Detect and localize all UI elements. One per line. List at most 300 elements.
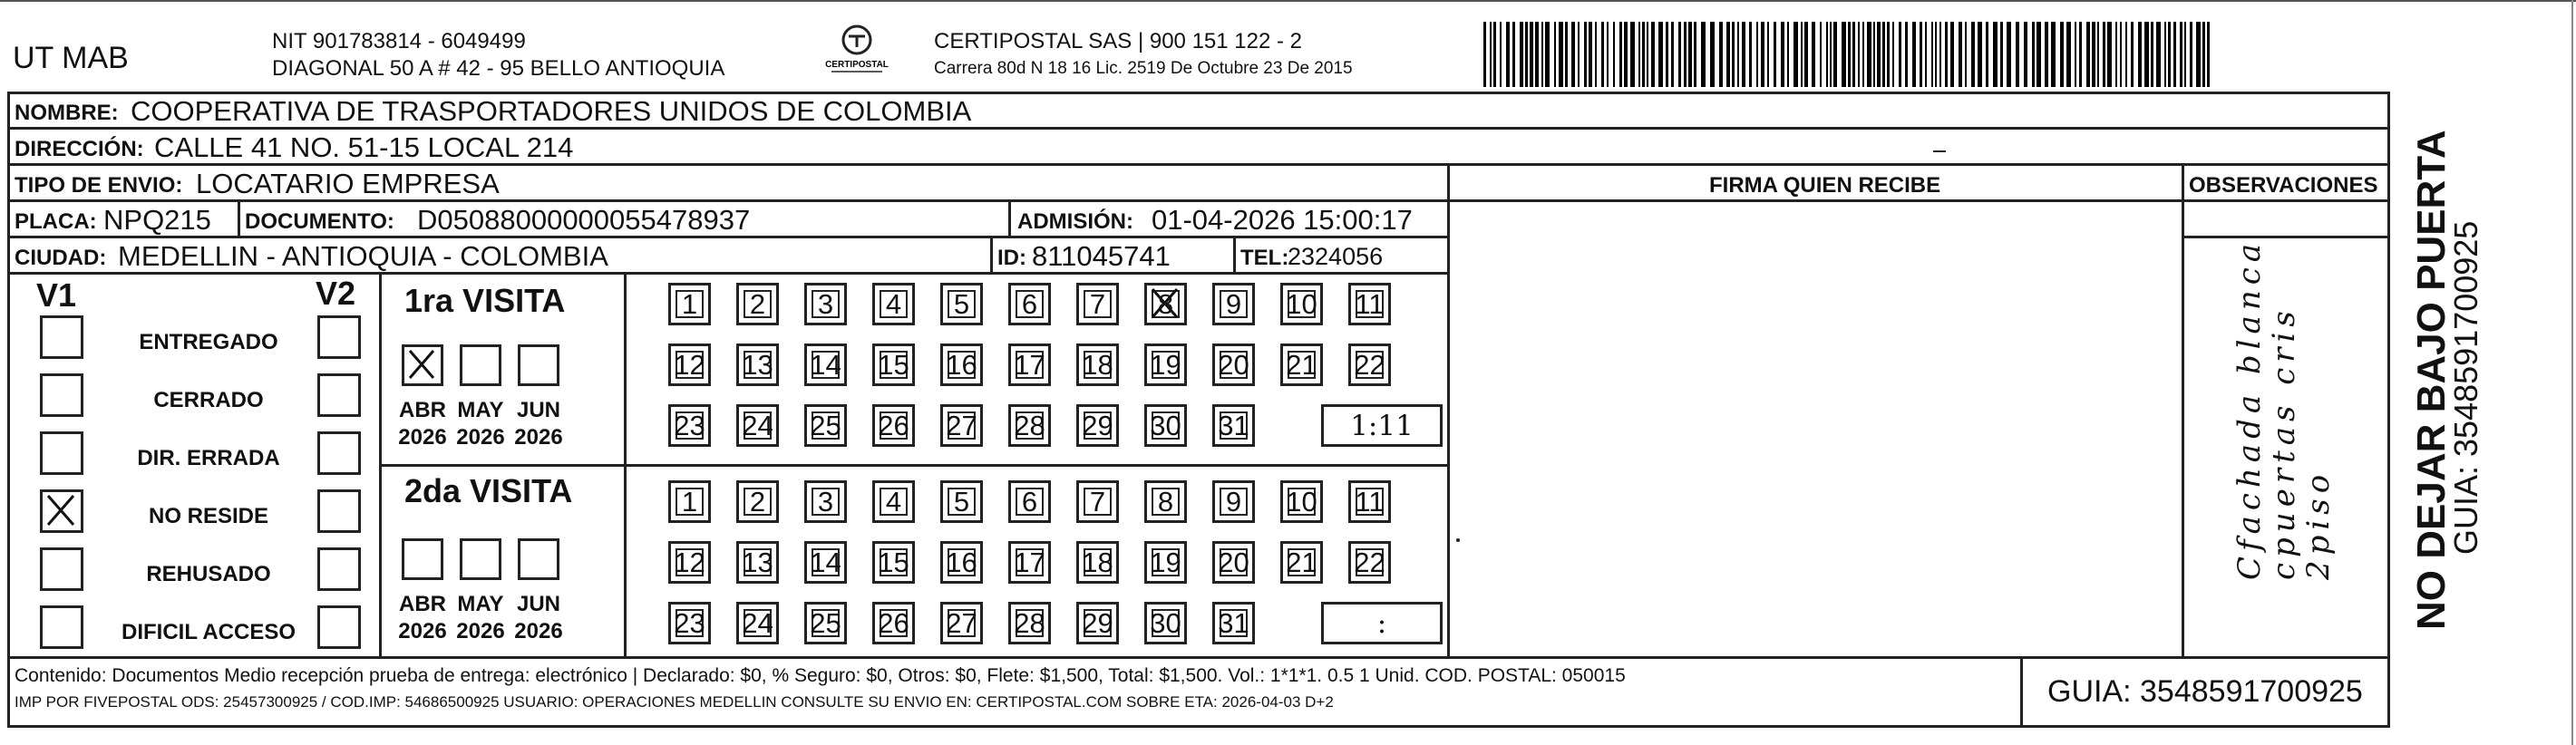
status-v2-checkbox[interactable]	[317, 605, 361, 649]
sender-address: DIAGONAL 50 A # 42 - 95 BELLO ANTIOQUIA	[272, 56, 725, 81]
visit2-day-box[interactable]	[1348, 541, 1391, 584]
visit2-day-box[interactable]	[1076, 541, 1119, 584]
visit1-day-box[interactable]	[1212, 283, 1255, 325]
visit1-day-box[interactable]	[1008, 404, 1051, 447]
visit1-day-box[interactable]	[736, 283, 779, 325]
col-line	[2182, 163, 2184, 658]
barcode-bar	[1578, 22, 1580, 87]
day-number: 15	[878, 546, 909, 578]
barcode-bar	[1882, 22, 1885, 87]
row-line	[7, 127, 2390, 130]
barcode-bar	[1939, 22, 1941, 87]
barcode-bar	[1684, 22, 1687, 87]
visit1-day-box[interactable]	[804, 343, 847, 386]
id-label: ID:	[997, 246, 1026, 270]
barcode-bar	[1694, 22, 1696, 87]
visit2-day-box[interactable]	[1008, 602, 1051, 644]
visit2-day-box[interactable]	[1008, 480, 1051, 523]
barcode-bar	[1945, 22, 1948, 87]
status-label: CERRADO	[153, 388, 264, 412]
day-number: 10	[1286, 287, 1317, 320]
barcode-bar	[1826, 22, 1828, 87]
status-v1-checkbox[interactable]	[40, 315, 83, 359]
visit2-day-box[interactable]	[736, 541, 779, 584]
barcode-bar	[1742, 22, 1745, 87]
visit2-day-box[interactable]	[804, 602, 847, 644]
visit1-month-checkbox[interactable]	[402, 344, 443, 386]
month-year: 2026	[514, 619, 563, 643]
barcode-bar	[1812, 22, 1815, 87]
barcode-bar	[1630, 22, 1635, 87]
barcode-bar	[1905, 22, 1908, 87]
barcode-bar	[1613, 22, 1615, 87]
day-number: 8	[1157, 485, 1174, 518]
recipient-address: CALLE 41 NO. 51-15 LOCAL 214	[154, 131, 574, 163]
visit1-day-box[interactable]	[736, 404, 779, 447]
day-number: 14	[810, 546, 841, 578]
day-number: 25	[810, 409, 841, 441]
visit2-day-box[interactable]	[804, 541, 847, 584]
day-number: 23	[674, 409, 705, 441]
barcode-bar	[1565, 22, 1568, 87]
document-label: DOCUMENTO:	[245, 209, 394, 234]
barcode-bar	[2097, 22, 2099, 87]
barcode-bar	[1506, 22, 1510, 87]
month-year: 2026	[398, 619, 447, 643]
barcode-bar	[1935, 22, 1937, 87]
visit2-month-caption	[505, 591, 572, 645]
status-v1-checkbox[interactable]	[40, 373, 83, 417]
barcode-bar	[1647, 22, 1648, 87]
admission-label: ADMISIÓN:	[1017, 209, 1133, 234]
barcode-bar	[2207, 22, 2210, 87]
footer-imp: IMP POR FIVEPOSTAL ODS: 25457300925 / COD.IMP: 54686500925 USUARIO: OPERACIONES MEDELLIN CONSULTE SU ENVIO EN: CERTIPOSTAL.COM SOBRE ETA: 2026-04-03 D+2	[15, 693, 1334, 711]
barcode-bar	[1959, 22, 1962, 87]
visit2-day-box[interactable]	[668, 480, 711, 523]
visit1-title: 1ra VISITA	[404, 282, 566, 319]
status-v1-checkbox[interactable]	[40, 547, 83, 591]
col-line	[238, 199, 240, 237]
barcode-bar	[1971, 22, 1975, 87]
visit1-day-box[interactable]	[1076, 283, 1119, 325]
day-number: 31	[1218, 606, 1249, 639]
day-number: 7	[1089, 485, 1106, 518]
visit1-month-checkbox[interactable]	[460, 344, 501, 386]
day-number: 24	[742, 409, 773, 441]
day-number: 29	[1082, 409, 1113, 441]
visit2-day-box[interactable]	[1212, 602, 1255, 644]
day-number: 5	[953, 287, 970, 320]
day-number: 24	[742, 606, 773, 639]
visit2-day-box[interactable]	[872, 602, 915, 644]
barcode-bar	[2138, 22, 2142, 87]
visit2-day-box[interactable]	[736, 602, 779, 644]
status-v1-checkbox[interactable]	[40, 489, 83, 533]
visit2-month-checkbox[interactable]	[518, 538, 559, 580]
visit2-day-box[interactable]	[668, 602, 711, 644]
barcode-bar	[1899, 22, 1901, 87]
visit1-day-box[interactable]	[1348, 283, 1391, 325]
col-line	[2020, 656, 2023, 728]
visit2-month-checkbox[interactable]	[402, 538, 443, 580]
barcode-bar	[2036, 22, 2041, 87]
visit1-day-box[interactable]	[1212, 404, 1255, 447]
barcode-bar	[1887, 22, 1890, 87]
visit2-title: 2da VISITA	[404, 472, 573, 509]
barcode-bar	[1842, 22, 1846, 87]
barcode-bar	[1801, 22, 1803, 87]
city-label: CIUDAD:	[15, 246, 107, 270]
barcode-bar	[2086, 22, 2090, 87]
month-label: MAY	[457, 398, 504, 422]
barcode-bar	[2075, 22, 2076, 87]
visit1-day-box[interactable]	[668, 343, 711, 386]
day-number: 9	[1225, 485, 1242, 518]
side-guia: GUIA: 3548591700925	[2447, 220, 2484, 555]
barcode-bar	[1804, 22, 1808, 87]
barcode-bar	[1642, 22, 1645, 87]
day-number: 30	[1150, 606, 1181, 639]
day-number: 27	[946, 606, 977, 639]
barcode-bar	[1559, 22, 1563, 87]
barcode-bar	[2131, 22, 2134, 87]
barcode-bar	[2184, 22, 2186, 87]
barcode-bar	[1925, 22, 1927, 87]
day-number: 6	[1021, 485, 1038, 518]
barcode-bar	[1993, 22, 1998, 87]
address-label: DIRECCIÓN:	[15, 137, 144, 161]
visit1-day-box[interactable]	[1348, 343, 1391, 386]
barcode-bar	[1892, 22, 1894, 87]
day-number: 13	[742, 348, 773, 381]
barcode-bar	[2007, 22, 2011, 87]
day-number: 8	[1157, 287, 1174, 320]
visit1-time-box[interactable]	[1321, 404, 1443, 447]
barcode-bar	[1848, 22, 1851, 87]
signature-header: FIRMA QUIEN RECIBE	[1709, 173, 1941, 198]
barcode-bar	[1651, 22, 1655, 87]
visit1-month-caption	[389, 397, 456, 451]
status-v2-checkbox[interactable]	[317, 547, 361, 591]
day-number: 27	[946, 409, 977, 441]
status-v2-checkbox[interactable]	[317, 315, 361, 359]
day-number: 14	[810, 348, 841, 381]
month-year: 2026	[456, 619, 505, 643]
visit2-day-box[interactable]	[1212, 541, 1255, 584]
day-number: 11	[1355, 287, 1385, 320]
day-number: 16	[946, 546, 977, 578]
visit1-day-box[interactable]	[940, 404, 983, 447]
barcode-bar	[1710, 22, 1715, 87]
visit1-day-box[interactable]	[1280, 343, 1323, 386]
day-number: 20	[1218, 546, 1249, 578]
status-label: DIR. ERRADA	[137, 446, 280, 470]
barcode-bar	[2202, 22, 2205, 87]
v2-label: V2	[316, 275, 356, 312]
recipient-name: COOPERATIVA DE TRASPORTADORES UNIDOS DE COLOMBIA	[131, 95, 972, 127]
col-line	[990, 236, 993, 274]
day-number: 17	[1014, 546, 1045, 578]
barcode-bar	[2164, 22, 2166, 87]
barcode-bar	[1732, 22, 1735, 87]
day-number: 3	[817, 287, 834, 320]
barcode-bar	[1545, 22, 1550, 87]
visit2-day-box[interactable]	[872, 480, 915, 523]
day-number: 26	[878, 409, 909, 441]
day-number: 25	[810, 606, 841, 639]
day-number: 2	[749, 485, 766, 518]
day-number: 9	[1225, 287, 1242, 320]
barcode-bar	[1525, 22, 1528, 87]
barcode-bar	[1820, 22, 1822, 87]
barcode-bar	[1520, 22, 1523, 87]
month-label: JUN	[516, 592, 560, 616]
time-value: :	[1376, 606, 1387, 640]
visit1-day-box[interactable]	[1076, 404, 1119, 447]
right-edge	[2571, 0, 2573, 745]
barcode-bar	[1793, 22, 1798, 87]
barcode-bar	[1638, 22, 1640, 87]
visit1-day-box[interactable]	[1008, 283, 1051, 325]
day-number: 19	[1150, 348, 1181, 381]
type-label: TIPO DE ENVIO:	[15, 173, 183, 198]
barcode-bar	[1781, 22, 1784, 87]
barcode-bar	[2060, 22, 2064, 87]
visit2-day-box[interactable]	[1076, 480, 1119, 523]
barcode-bar	[1535, 22, 1539, 87]
barcode-bar	[1493, 22, 1496, 87]
month-label: ABR	[399, 592, 446, 616]
barcode-bar	[1912, 22, 1916, 87]
note-line-2: cpuertas cris	[2266, 305, 2302, 580]
visit1-day-box[interactable]	[872, 404, 915, 447]
barcode-bar	[1719, 22, 1723, 87]
status-label: ENTREGADO	[139, 330, 278, 354]
barcode-bar	[1607, 22, 1609, 87]
day-number: 23	[674, 606, 705, 639]
barcode	[1483, 22, 2212, 87]
day-number: 12	[674, 546, 705, 578]
barcode-bar	[1601, 22, 1604, 87]
barcode-bar	[1554, 22, 1556, 87]
certipostal-logo	[812, 24, 902, 78]
day-number: 4	[885, 287, 902, 320]
barcode-bar	[1986, 22, 1988, 87]
month-year: 2026	[456, 425, 505, 450]
status-v1-checkbox[interactable]	[40, 431, 83, 475]
visit2-day-box[interactable]	[736, 480, 779, 523]
visit1-day-box[interactable]	[804, 404, 847, 447]
plate-value: NPQ215	[103, 204, 211, 236]
document-value: D05088000000055478937	[417, 204, 751, 236]
admission-value: 01-04-2026 15:00:17	[1152, 204, 1413, 236]
barcode-bar	[2000, 22, 2003, 87]
day-number: 18	[1082, 546, 1113, 578]
barcode-bar	[1666, 22, 1668, 87]
barcode-bar	[1589, 22, 1592, 87]
month-year: 2026	[514, 425, 563, 450]
visit1-day-box[interactable]	[1008, 343, 1051, 386]
barcode-bar	[1877, 22, 1881, 87]
barcode-bar	[1950, 22, 1954, 87]
visit2-day-box[interactable]	[1280, 480, 1323, 523]
visit2-day-box[interactable]	[804, 480, 847, 523]
day-number: 10	[1286, 485, 1317, 518]
day-number: 7	[1089, 287, 1106, 320]
day-number: 19	[1150, 546, 1181, 578]
day-number: 13	[742, 546, 773, 578]
visit1-month-checkbox[interactable]	[518, 344, 559, 386]
footer-content: Contenido: Documentos Medio recepción prueba de entrega: electrónico | Declarado: $0, % Seguro: $0, Otros: $0, Flete: $1,500, Total: $1,500. Vol.: 1*1*1. 0.5 1 Unid. COD. POSTAL: 050015	[15, 665, 1626, 686]
barcode-bar	[2168, 22, 2171, 87]
status-v2-checkbox[interactable]	[317, 489, 361, 533]
month-year: 2026	[398, 425, 447, 450]
day-number: 20	[1218, 348, 1249, 381]
col-line	[1233, 236, 1236, 274]
barcode-bar	[1774, 22, 1776, 87]
barcode-bar	[1619, 22, 1622, 87]
barcode-bar	[1658, 22, 1663, 87]
v1-label: V1	[36, 276, 77, 314]
day-number: 31	[1218, 409, 1249, 441]
signature-area[interactable]	[1450, 201, 2182, 656]
visit2-month-checkbox[interactable]	[460, 538, 501, 580]
visit1-day-box[interactable]	[1144, 283, 1187, 325]
company-license: Carrera 80d N 18 16 Lic. 2519 De Octubre 23 De 2015	[934, 59, 1353, 78]
id-value: 811045741	[1032, 240, 1171, 272]
barcode-bar	[1490, 22, 1492, 87]
visit2-time-box[interactable]	[1321, 602, 1443, 644]
barcode-bar	[1512, 22, 1515, 87]
barcode-bar	[1541, 22, 1543, 87]
barcode-bar	[2092, 22, 2095, 87]
day-number: 3	[817, 485, 834, 518]
visit1-day-box[interactable]	[736, 343, 779, 386]
visit2-day-box[interactable]	[1280, 541, 1323, 584]
visit1-day-box[interactable]	[668, 404, 711, 447]
month-label: ABR	[399, 398, 446, 422]
col-line	[1008, 199, 1011, 237]
visit2-day-box[interactable]	[1144, 480, 1187, 523]
sender-name: UT MAB	[13, 41, 129, 75]
visit2-day-box[interactable]	[1076, 602, 1119, 644]
phone-label: TEL:	[1240, 246, 1289, 270]
day-number: 1	[681, 485, 698, 518]
day-number: 11	[1355, 485, 1385, 518]
barcode-bar	[1862, 22, 1864, 87]
barcode-bar	[2115, 22, 2117, 87]
shipment-type: LOCATARIO EMPRESA	[196, 168, 500, 199]
visit1-day-box[interactable]	[1144, 404, 1187, 447]
visit2-day-box[interactable]	[1144, 602, 1187, 644]
barcode-bar	[2144, 22, 2149, 87]
check-x-icon	[404, 347, 441, 383]
day-number: 16	[946, 348, 977, 381]
visit1-day-box[interactable]	[872, 343, 915, 386]
barcode-bar	[1749, 22, 1752, 87]
barcode-bar	[1858, 22, 1860, 87]
visit1-day-box[interactable]	[940, 283, 983, 325]
day-number: 2	[749, 287, 766, 320]
month-label: JUN	[516, 398, 560, 422]
row-line	[379, 464, 1449, 467]
barcode-bar	[2107, 22, 2112, 87]
visit2-day-box[interactable]	[940, 541, 983, 584]
barcode-bar	[2173, 22, 2176, 87]
barcode-bar	[1761, 22, 1764, 87]
barcode-bar	[1852, 22, 1855, 87]
plate-label: PLACA:	[15, 209, 97, 234]
visit1-day-box[interactable]	[668, 283, 711, 325]
visit1-day-box[interactable]	[1280, 283, 1323, 325]
day-number: 6	[1021, 287, 1038, 320]
day-number: 21	[1286, 546, 1317, 578]
barcode-bar	[2051, 22, 2056, 87]
visit1-day-box[interactable]	[872, 283, 915, 325]
visit2-day-box[interactable]	[1212, 480, 1255, 523]
status-label: DIFICIL ACCESO	[121, 620, 296, 644]
barcode-bar	[1624, 22, 1628, 87]
status-v2-checkbox[interactable]	[317, 373, 361, 417]
visit2-day-box[interactable]	[940, 602, 983, 644]
visit2-day-box[interactable]	[1144, 541, 1187, 584]
status-label: NO RESIDE	[148, 504, 269, 528]
footer-line	[7, 656, 2390, 659]
barcode-bar	[1830, 22, 1832, 87]
visit2-day-box[interactable]	[872, 541, 915, 584]
status-label: REHUSADO	[146, 562, 271, 586]
visit2-day-box[interactable]	[1348, 480, 1391, 523]
sender-nit: NIT 901783814 - 6049499	[272, 29, 526, 53]
visit2-day-box[interactable]	[1008, 541, 1051, 584]
barcode-bar	[2066, 22, 2071, 87]
visit2-month-caption	[389, 591, 456, 645]
barcode-bar	[1833, 22, 1837, 87]
svg-text:CERTIPOSTAL: CERTIPOSTAL	[825, 60, 889, 70]
barcode-bar	[2180, 22, 2182, 87]
barcode-bar	[1701, 22, 1706, 87]
barcode-bar	[2024, 22, 2027, 87]
time-value: 1:11	[1350, 409, 1414, 442]
visit1-day-box[interactable]	[1144, 343, 1187, 386]
barcode-bar	[1965, 22, 1967, 87]
note-line-3: 2piso	[2300, 469, 2337, 580]
visit2-day-box[interactable]	[668, 541, 711, 584]
visit2-month-caption	[447, 591, 514, 645]
barcode-bar	[1873, 22, 1875, 87]
month-label: MAY	[457, 592, 504, 616]
barcode-bar	[2125, 22, 2127, 87]
visit2-day-box[interactable]	[940, 480, 983, 523]
barcode-bar	[1756, 22, 1758, 87]
day-number: 1	[681, 287, 698, 320]
barcode-bar	[2016, 22, 2019, 87]
status-v2-checkbox[interactable]	[317, 431, 361, 475]
barcode-bar	[2151, 22, 2153, 87]
visit1-day-box[interactable]	[940, 343, 983, 386]
visit1-day-box[interactable]	[1212, 343, 1255, 386]
day-number: 21	[1286, 348, 1317, 381]
visit1-day-box[interactable]	[1076, 343, 1119, 386]
status-v1-checkbox[interactable]	[40, 605, 83, 649]
day-number: 4	[885, 485, 902, 518]
ink-dot	[1456, 538, 1460, 542]
visit1-day-box[interactable]	[804, 283, 847, 325]
barcode-bar	[1678, 22, 1681, 87]
barcode-bar	[1920, 22, 1922, 87]
day-number: 12	[674, 348, 705, 381]
top-border	[0, 0, 2576, 2]
